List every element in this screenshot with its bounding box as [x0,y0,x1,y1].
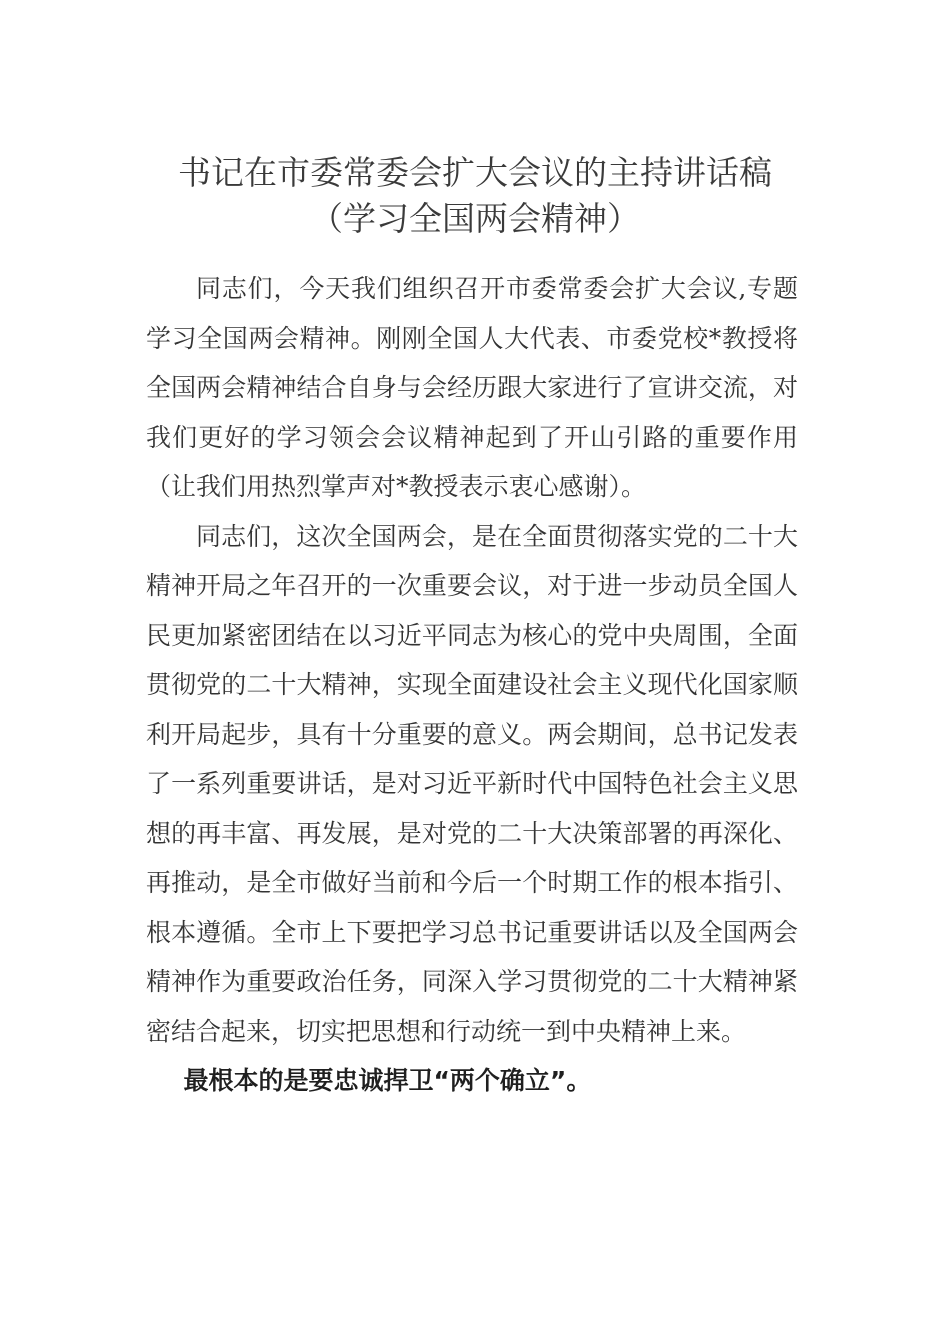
title-line-1: 书记在市委常委会扩大会议的主持讲话稿 [178,153,772,192]
document-body [146,264,798,1106]
bold-heading: 最根本的是要忠诚捍卫“两个确立”。 [183,1066,592,1095]
document-title [0,150,950,242]
paragraph-1: 同志们，今天我们组织召开市委常委会扩大会议,专题学习全国两会精神。刚刚全国人大代表、市委党校*教授将全国两会精神结合自身与会经历跟大家进行了宣讲交流，对我们更好的学习领会会议精神起到了开山引路的重要作用（让我们用热烈掌声对*教授表示衷心感谢）。 [146,274,798,501]
title-line-2: （学习全国两会精神） [310,199,640,238]
paragraph-2: 同志们，这次全国两会，是在全面贯彻落实党的二十大精神开局之年召开的一次重要会议，对于进一步动员全国人民更加紧密团结在以习近平同志为核心的党中央周围，全面贯彻党的二十大精神，实现全面建设社会主义现代化国家顺利开局起步，具有十分重要的意义。两会期间，总书记发表了一系列重要讲话，是对习近平新时代中国特色社会主义思想的再丰富、再发展，是对党的二十大决策部署的再深化、再推动，是全市做好当前和今后一个时期工作的根本指引、根本遵循。全市上下要把学习总书记重要讲话以及全国两会精神作为重要政治任务，同深入学习贯彻党的二十大精神紧密结合起来，切实把思想和行动统一到中央精神上来。 [146,521,798,1046]
